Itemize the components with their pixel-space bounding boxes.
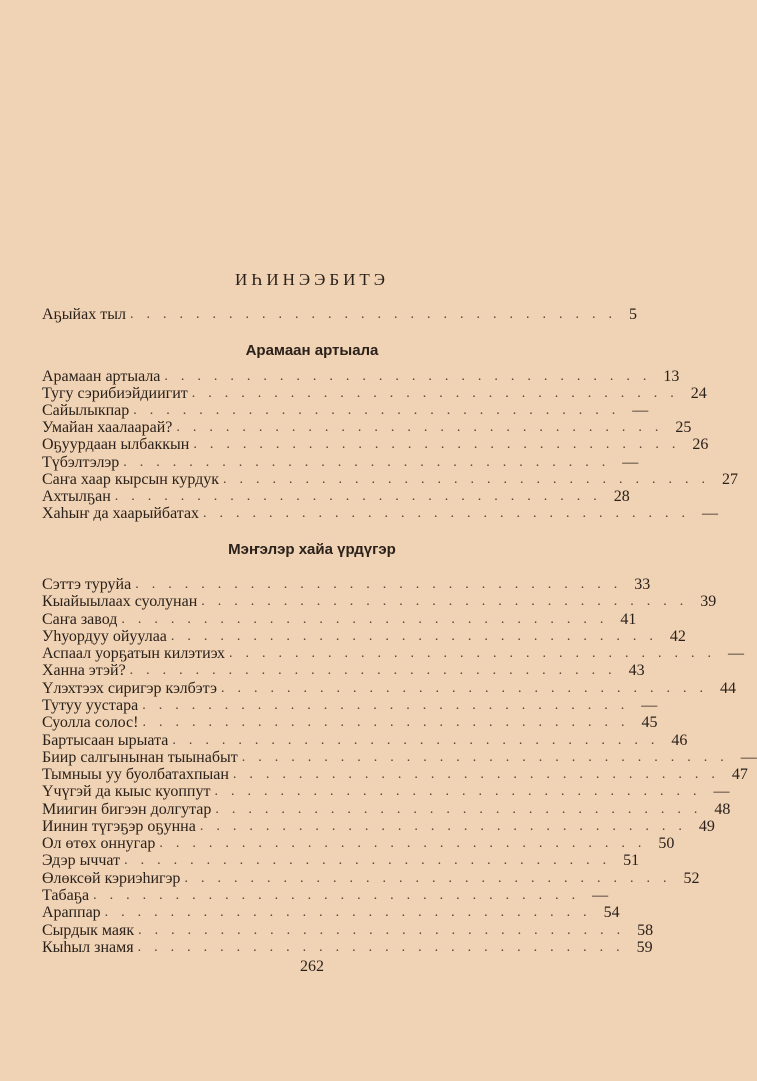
toc-entry [42, 869, 700, 887]
toc-entry [42, 834, 675, 853]
toc-entry [42, 575, 651, 593]
toc-entry-page: — [592, 887, 609, 905]
toc-entry [42, 418, 692, 437]
dot-leader: .............................. [214, 784, 710, 800]
dot-leader: .............................. [135, 577, 631, 592]
dot-leader: .............................. [114, 488, 610, 504]
dot-leader: .............................. [176, 420, 672, 436]
toc-entry-page: 48 [714, 800, 731, 818]
dot-leader: .............................. [201, 594, 697, 610]
dot-leader: .............................. [142, 715, 638, 731]
toc-entry-page: — [740, 748, 757, 766]
dot-leader: .............................. [232, 767, 728, 783]
toc-entry [42, 679, 736, 697]
dot-leader: .............................. [123, 454, 619, 470]
toc-entry [42, 435, 709, 454]
dot-leader: .............................. [164, 369, 660, 384]
toc-entry-title: Сырдык маяк [42, 921, 135, 939]
toc-entry-title: Тугу сэрибиэйдиигит [42, 385, 188, 403]
toc-entry-page: 5 [628, 306, 637, 323]
toc-entry-title: Арамаан артыала [42, 368, 161, 385]
toc-entry [42, 610, 637, 628]
dot-leader: .............................. [223, 471, 719, 487]
toc-entry-title: Ханна этэй? [42, 662, 126, 680]
toc-entry-title: Эдэр ыччат [42, 852, 121, 870]
dot-leader: .............................. [124, 853, 620, 869]
dot-leader: .............................. [121, 611, 617, 627]
toc-entry-title: Саҥа завод [42, 610, 118, 628]
toc-entry [42, 453, 639, 471]
toc-entry [42, 644, 744, 663]
page-title: ИҺИНЭЭБИТЭ [235, 270, 389, 289]
toc-entry [42, 627, 686, 645]
toc-entry-page: 49 [698, 817, 715, 835]
toc-entry-title: Умайан хаалаарай? [42, 419, 173, 437]
toc-entry-title: Сайылыкпар [42, 402, 130, 420]
toc-entry [42, 851, 640, 870]
toc-entry-title: Биир салгынынан тыынабыт [42, 748, 238, 766]
toc-entry-title: Араппар [42, 904, 101, 922]
dot-leader: .............................. [93, 888, 589, 904]
toc-entry-page: — [632, 402, 649, 420]
toc-entry [42, 886, 609, 905]
toc-entry [42, 487, 630, 505]
toc-entry-title: Табаҕа [42, 887, 90, 905]
toc-entry-title: Миигин бигээн долгутар [42, 800, 212, 818]
toc-entry [42, 903, 620, 922]
dot-leader: .............................. [137, 939, 633, 955]
toc-entry-title: Аспаал уорҕатын килэтиэх [42, 645, 225, 663]
toc-entry [42, 384, 707, 403]
page-number: 262 [300, 958, 324, 975]
toc-entry-title: Саҥа хаар кырсын курдук [42, 470, 220, 488]
dot-leader: .............................. [172, 732, 668, 748]
toc-entry-page: 58 [637, 921, 654, 939]
toc-entry-page: — [727, 645, 744, 663]
toc-entry [42, 401, 649, 420]
toc-entry-page: 54 [603, 904, 620, 922]
toc-entry [42, 696, 658, 714]
toc-entry [42, 817, 715, 835]
toc-entry-page: 50 [658, 835, 675, 853]
toc-entry-page: 44 [719, 679, 736, 697]
toc-entry-page: — [702, 504, 719, 522]
toc-entry [42, 661, 645, 680]
dot-leader: .............................. [184, 870, 680, 886]
toc-entry [42, 731, 688, 749]
dot-leader: .............................. [138, 922, 634, 938]
toc-entry-title: Түбэлтэлэр [42, 453, 120, 471]
toc-entry-page: 41 [620, 610, 637, 628]
dot-leader: .............................. [129, 307, 625, 322]
toc-entry-page: 52 [683, 869, 700, 887]
toc-entry-page: 26 [692, 436, 709, 454]
toc-entry-page: 43 [628, 662, 645, 680]
toc-entry-title: Уһуордуу ойуулаа [42, 627, 167, 645]
toc-entry-title: Сэттэ туруйа [42, 576, 132, 593]
toc-entry [42, 367, 680, 385]
toc-entry-page: 24 [690, 385, 707, 403]
toc-entry-title: Кыайыылаах суолунан [42, 593, 198, 611]
toc-entry-page: 13 [663, 368, 680, 385]
toc-entry-page: 39 [700, 593, 717, 611]
toc-entry [42, 938, 653, 956]
toc-entry [42, 782, 730, 801]
toc-entry-page: 42 [669, 627, 686, 645]
toc-entry-title: Ол өтөх оннугар [42, 835, 156, 853]
toc-entry-page: 33 [634, 576, 651, 593]
toc-entry-page: 45 [641, 714, 658, 732]
toc-entry-title: Өлөксөй кэриэһигэр [42, 869, 181, 887]
toc-entry-page: — [641, 696, 658, 714]
toc-entry-title: Иинин түгэҕэр оҕунна [42, 817, 196, 835]
dot-leader: .............................. [133, 403, 629, 419]
toc-entry-page: — [713, 783, 730, 801]
dot-leader: .............................. [199, 818, 695, 834]
toc-entry-page: 27 [722, 470, 739, 488]
toc-entry-page: 59 [636, 938, 653, 956]
toc-entry [42, 713, 658, 732]
toc-entry-title: Кыһыл знамя [42, 938, 134, 956]
toc-entry [42, 592, 717, 611]
toc-entry [42, 800, 731, 818]
toc-entry-page: 25 [675, 419, 692, 437]
dot-leader: .............................. [104, 905, 600, 921]
toc-entry-title: Бартысаан ырыата [42, 731, 169, 749]
toc-entry-page: — [622, 453, 639, 471]
dot-leader: .............................. [241, 749, 737, 765]
dot-leader: .............................. [142, 697, 638, 713]
toc-entry-title: Ахтылҕан [42, 487, 111, 505]
toc-entry [42, 748, 757, 766]
dot-leader: .............................. [215, 801, 711, 817]
dot-leader: .............................. [203, 505, 699, 521]
dot-leader: .............................. [193, 437, 689, 453]
dot-leader: .............................. [129, 663, 625, 679]
toc-entry-title: Оҕуурдаан ылбаккын [42, 436, 190, 454]
toc-entry-title: Тымныы уу буолбатахпыан [42, 766, 229, 784]
toc-entry-intro [42, 305, 637, 323]
toc-entry-page: 51 [623, 852, 640, 870]
toc-entry-page: 28 [613, 487, 630, 505]
dot-leader: .............................. [159, 836, 655, 852]
toc-entry [42, 921, 654, 939]
section-heading: Арамаан артыала [245, 342, 379, 359]
toc-entry-title: Үчүгэй да кыыс куоппут [42, 783, 211, 801]
section-heading: Мэҥэлэр хайа үрдүгэр [228, 541, 396, 558]
dot-leader: .............................. [220, 680, 716, 696]
toc-entry-title: Тутуу уустара [42, 696, 139, 714]
toc-entry-title: Үлэхтээх сиригэр кэлбэтэ [42, 679, 217, 697]
toc-entry-title: Хаһыҥ да хаарыйбатах [42, 504, 200, 522]
toc-entry [42, 765, 748, 784]
dot-leader: .............................. [228, 646, 724, 662]
dot-leader: .............................. [191, 386, 687, 402]
toc-entry-title: Аҕыйах тыл [42, 306, 126, 323]
toc-entry-page: 47 [731, 766, 748, 784]
dot-leader: .............................. [170, 628, 666, 644]
toc-entry [42, 504, 719, 522]
toc-entry-page: 46 [671, 731, 688, 749]
toc-entry [42, 470, 739, 488]
toc-entry-title: Суолла солос! [42, 714, 139, 732]
